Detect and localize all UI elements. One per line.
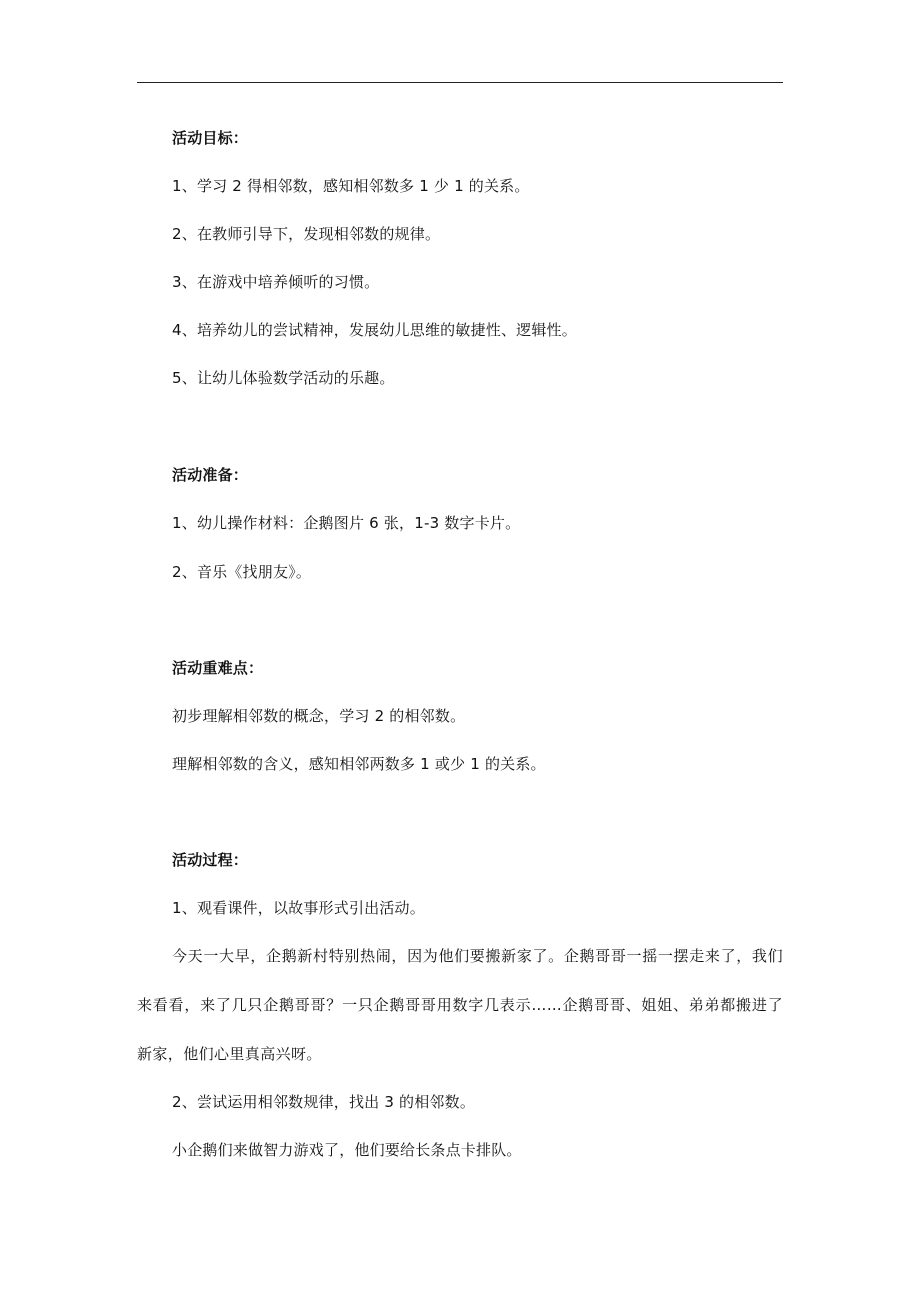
- section-heading-process: 活动过程：: [172, 851, 249, 869]
- section-heading-goals: 活动目标：: [172, 129, 249, 147]
- process-step-1: 1、观看课件，以故事形式引出活动。: [172, 899, 425, 917]
- goal-item: 2、在教师引导下，发现相邻数的规律。: [172, 225, 441, 243]
- process-step-2: 2、尝试运用相邻数规律，找出 3 的相邻数。: [172, 1093, 476, 1111]
- section-heading-key-points: 活动重难点：: [172, 659, 264, 677]
- goal-item: 3、在游戏中培养倾听的习惯。: [172, 273, 380, 291]
- goal-item: 4、培养幼儿的尝试精神，发展幼儿思维的敏捷性、逻辑性。: [172, 321, 577, 339]
- goal-item: 5、让幼儿体验数学活动的乐趣。: [172, 369, 395, 387]
- goal-item: 1、学习 2 得相邻数，感知相邻数多 1 少 1 的关系。: [172, 177, 530, 195]
- process-story-paragraph: 今天一大早，企鹅新村特别热闹，因为他们要搬新家了。企鹅哥哥一摇一摆走来了，我们来看看，来了几只企鹅哥哥？一只企鹅哥哥用数字几表示……企鹅哥哥、姐姐、弟弟都搬进了新家，他们心里真高兴呀。: [137, 947, 783, 1063]
- preparation-item: 1、幼儿操作材料：企鹅图片 6 张，1-3 数字卡片。: [172, 514, 521, 532]
- preparation-item: 2、音乐《找朋友》。: [172, 563, 312, 581]
- key-point-item: 理解相邻数的含义，感知相邻两数多 1 或少 1 的关系。: [172, 755, 546, 773]
- key-point-item: 初步理解相邻数的概念，学习 2 的相邻数。: [172, 707, 466, 725]
- header-rule: [137, 82, 783, 83]
- process-game-text: 小企鹅们来做智力游戏了，他们要给长条点卡排队。: [172, 1141, 522, 1159]
- section-heading-preparation: 活动准备：: [172, 466, 249, 484]
